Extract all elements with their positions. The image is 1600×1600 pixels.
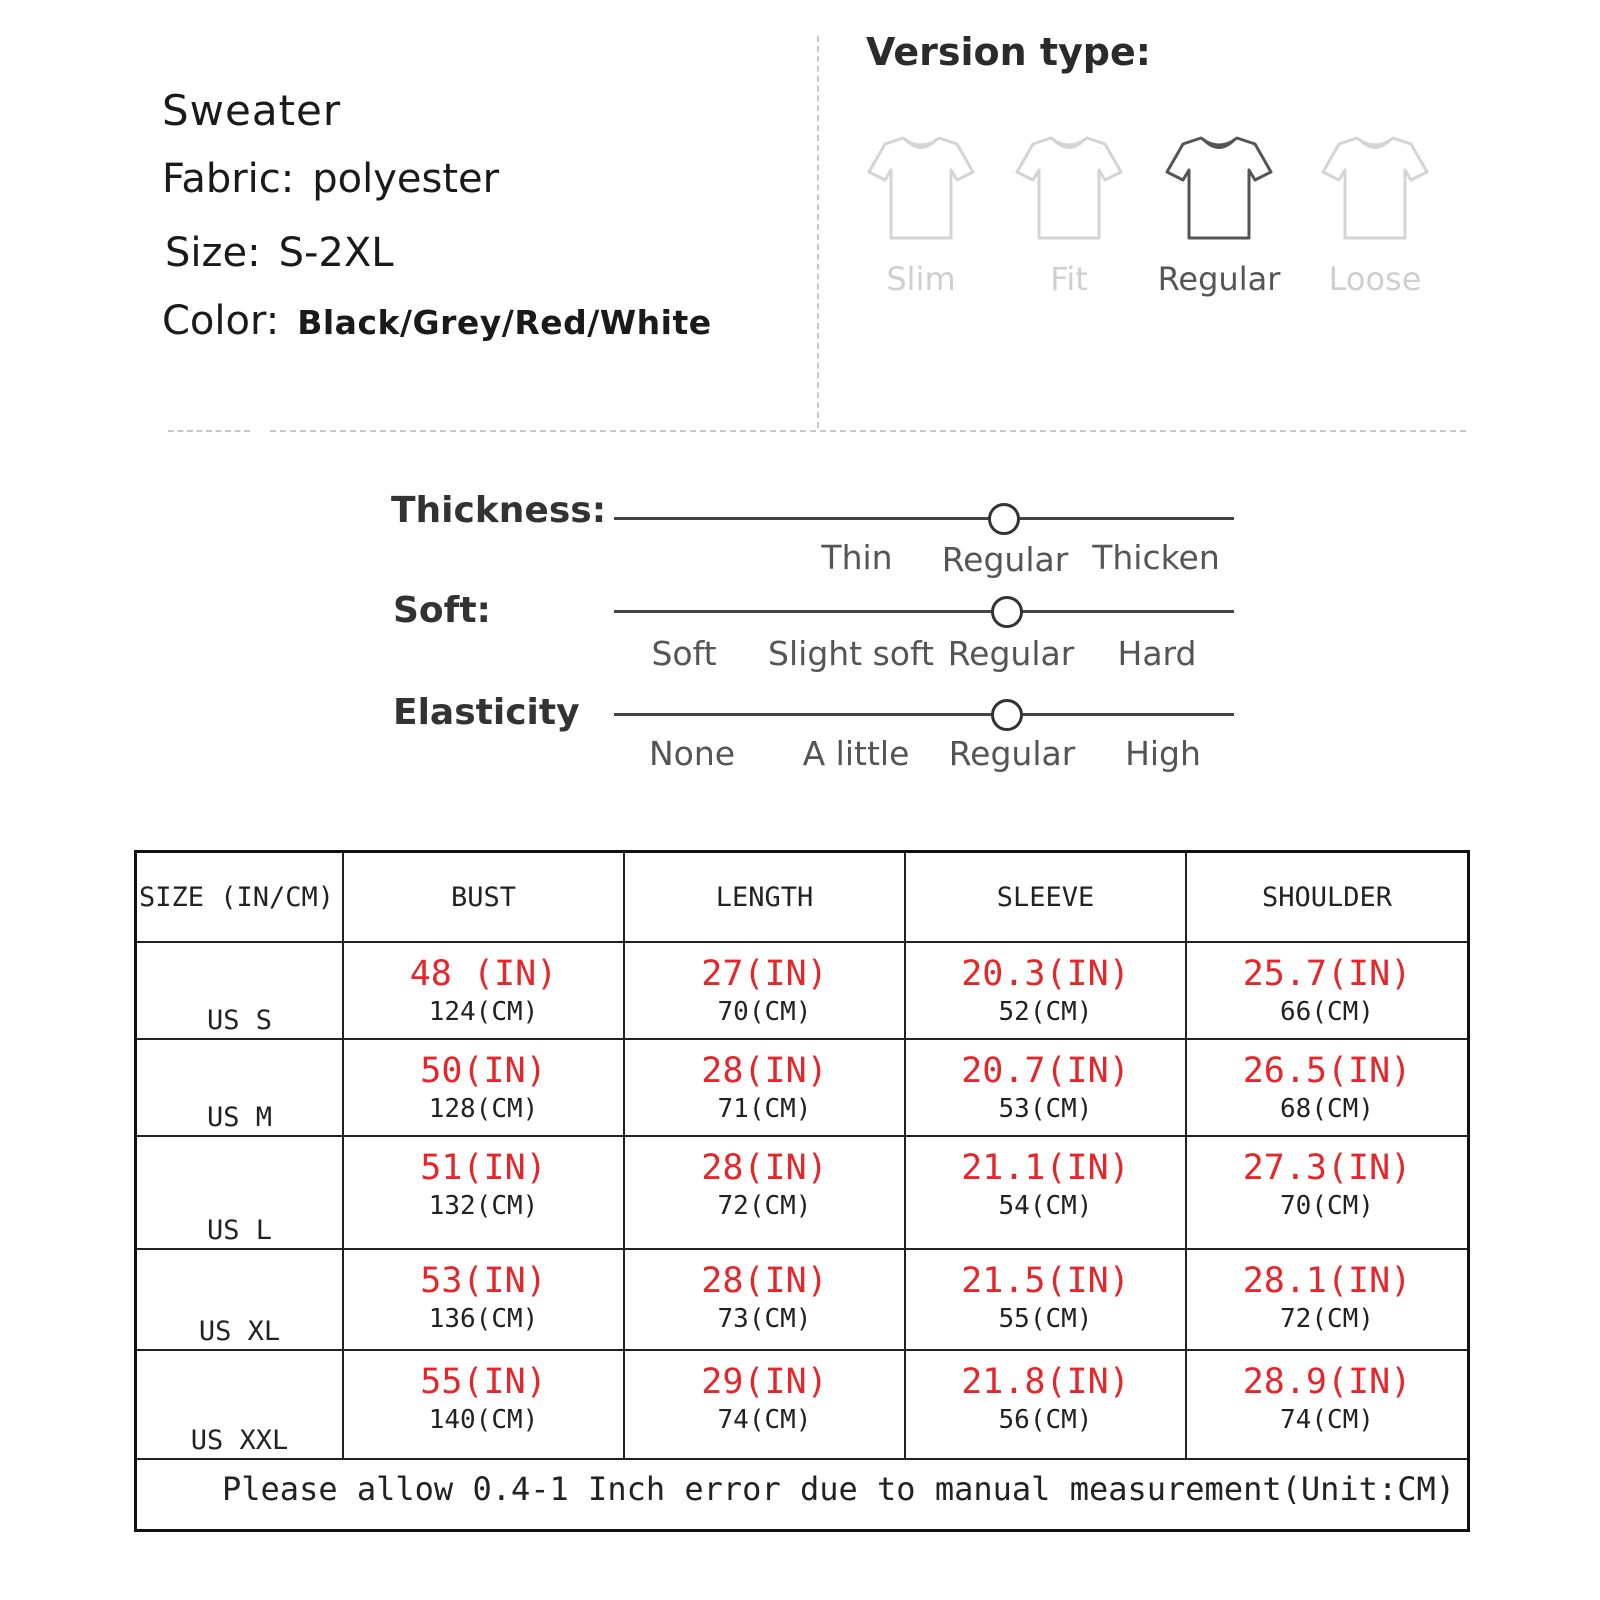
- version-type-title: Version type:: [866, 30, 1151, 74]
- version-option-label: Fit: [1050, 260, 1088, 298]
- tshirt-fit-icon: [1013, 130, 1125, 242]
- table-row: [137, 1350, 1467, 1459]
- inch-value: 20.7(IN): [961, 1051, 1130, 1091]
- horizontal-divider: [168, 430, 250, 432]
- inch-value: 28.9(IN): [1242, 1362, 1412, 1402]
- cm-value: 74(CM): [1280, 1405, 1374, 1435]
- thickness-title: Thickness:: [391, 490, 607, 531]
- spec-fabric-key: Fabric:: [162, 156, 295, 202]
- thickness-option: Regular: [941, 540, 1069, 579]
- version-option-slim: [846, 130, 996, 298]
- cm-value: 56(CM): [998, 1405, 1093, 1435]
- cm-value: 52(CM): [998, 997, 1093, 1027]
- length-cell: [624, 942, 905, 1039]
- bust-cell: [343, 1136, 624, 1249]
- thickness-marker: [988, 503, 1020, 535]
- soft-option: Regular: [947, 634, 1075, 673]
- tshirt-slim-icon: [865, 130, 977, 242]
- size-label: US L: [137, 1136, 343, 1249]
- size-label: US XXL: [137, 1350, 343, 1459]
- cm-value: 54(CM): [998, 1191, 1093, 1221]
- header-sleeve: SLEEVE: [905, 853, 1186, 942]
- cm-value: 53(CM): [998, 1094, 1093, 1124]
- inch-value: 28(IN): [701, 1051, 828, 1091]
- spec-fabric-value: polyester: [312, 156, 500, 202]
- cm-value: 72(CM): [717, 1191, 812, 1221]
- cm-value: 73(CM): [717, 1304, 812, 1334]
- table-row: [137, 942, 1467, 1039]
- cm-value: 55(CM): [998, 1304, 1093, 1334]
- tshirt-loose-icon: [1319, 130, 1431, 242]
- spec-color-key: Color:: [162, 298, 280, 344]
- soft-option: Soft: [651, 634, 717, 673]
- spec-size-key: Size:: [165, 230, 261, 276]
- table-row: [137, 1249, 1467, 1350]
- shoulder-cell: [1186, 1136, 1467, 1249]
- sleeve-cell: [905, 1136, 1186, 1249]
- elasticity-scale-line: [614, 713, 1234, 716]
- table-row: [137, 1136, 1467, 1249]
- elasticity-option: Regular: [948, 734, 1076, 773]
- cm-value: 72(CM): [1280, 1304, 1374, 1334]
- sleeve-cell: [905, 942, 1186, 1039]
- version-option-loose: [1300, 130, 1450, 298]
- cm-value: 136(CM): [428, 1304, 539, 1334]
- soft-scale-line: [614, 610, 1234, 613]
- table-row: [137, 1039, 1467, 1136]
- inch-value: 25.7(IN): [1242, 954, 1412, 994]
- cm-value: 124(CM): [428, 997, 539, 1027]
- inch-value: 51(IN): [420, 1148, 547, 1188]
- cm-value: 140(CM): [428, 1405, 539, 1435]
- spec-fabric: [162, 156, 499, 202]
- length-cell: [624, 1350, 905, 1459]
- soft-option: Hard: [1117, 634, 1197, 673]
- header-size: SIZE (IN/CM): [137, 853, 343, 942]
- version-option-label: Slim: [886, 260, 956, 298]
- size-label: US XL: [137, 1249, 343, 1350]
- bust-cell: [343, 1249, 624, 1350]
- horizontal-divider: [270, 430, 1466, 432]
- inch-value: 29(IN): [701, 1362, 828, 1402]
- header-length: LENGTH: [624, 853, 905, 942]
- vertical-divider: [817, 36, 819, 428]
- soft-title: Soft:: [393, 590, 491, 631]
- inch-value: 21.1(IN): [961, 1148, 1130, 1188]
- table-header-row: [137, 853, 1467, 942]
- shoulder-cell: [1186, 1039, 1467, 1136]
- length-cell: [624, 1249, 905, 1350]
- sleeve-cell: [905, 1350, 1186, 1459]
- inch-value: 53(IN): [420, 1261, 547, 1301]
- inch-value: 50(IN): [420, 1051, 547, 1091]
- inch-value: 28(IN): [701, 1148, 828, 1188]
- cm-value: 74(CM): [717, 1405, 812, 1435]
- shoulder-cell: [1186, 1350, 1467, 1459]
- inch-value: 26.5(IN): [1242, 1051, 1412, 1091]
- inch-value: 48 (IN): [409, 954, 558, 994]
- bust-cell: [343, 1350, 624, 1459]
- shoulder-cell: [1186, 1249, 1467, 1350]
- cm-value: 70(CM): [1280, 1191, 1374, 1221]
- thickness-option: Thin: [821, 538, 893, 577]
- inch-value: 55(IN): [420, 1362, 547, 1402]
- header-bust: BUST: [343, 853, 624, 942]
- shoulder-cell: [1186, 942, 1467, 1039]
- elasticity-marker: [991, 699, 1023, 731]
- inch-value: 28(IN): [701, 1261, 828, 1301]
- spec-size: [165, 230, 394, 276]
- bust-cell: [343, 942, 624, 1039]
- inch-value: 28.1(IN): [1242, 1261, 1412, 1301]
- spec-color: [162, 298, 712, 344]
- version-option-fit: [994, 130, 1144, 298]
- version-option-label: Loose: [1328, 260, 1422, 298]
- inch-value: 21.8(IN): [961, 1362, 1130, 1402]
- spec-size-value: S-2XL: [278, 230, 394, 276]
- cm-value: 66(CM): [1280, 997, 1374, 1027]
- elasticity-option: None: [648, 734, 736, 773]
- size-chart: [134, 850, 1470, 1532]
- soft-option: Slight soft: [768, 634, 934, 673]
- inch-value: 20.3(IN): [961, 954, 1130, 994]
- cm-value: 70(CM): [717, 997, 812, 1027]
- cm-value: 68(CM): [1280, 1094, 1374, 1124]
- soft-marker: [991, 596, 1023, 628]
- bust-cell: [343, 1039, 624, 1136]
- size-chart-table: [137, 853, 1467, 1460]
- spec-color-value: Black/Grey/Red/White: [297, 303, 712, 342]
- inch-value: 27(IN): [701, 954, 828, 994]
- size-label: US S: [137, 942, 343, 1039]
- version-option-label: Regular: [1157, 260, 1281, 298]
- measurement-note: Please allow 0.4-1 Inch error due to manual measurement(Unit:CM): [222, 1470, 1455, 1508]
- elasticity-option: High: [1125, 734, 1201, 773]
- size-label: US M: [137, 1039, 343, 1136]
- tshirt-regular-icon: [1163, 130, 1275, 242]
- cm-value: 128(CM): [428, 1094, 539, 1124]
- elasticity-title: Elasticity: [393, 692, 580, 733]
- inch-value: 27.3(IN): [1242, 1148, 1412, 1188]
- product-name: Sweater: [162, 86, 342, 135]
- sleeve-cell: [905, 1249, 1186, 1350]
- length-cell: [624, 1136, 905, 1249]
- header-shoulder: SHOULDER: [1186, 853, 1467, 942]
- inch-value: 21.5(IN): [961, 1261, 1130, 1301]
- length-cell: [624, 1039, 905, 1136]
- thickness-scale-line: [614, 517, 1234, 520]
- elasticity-option: A little: [802, 734, 910, 773]
- sleeve-cell: [905, 1039, 1186, 1136]
- cm-value: 132(CM): [428, 1191, 539, 1221]
- version-option-regular: [1144, 130, 1294, 298]
- cm-value: 71(CM): [717, 1094, 812, 1124]
- thickness-option: Thicken: [1092, 538, 1220, 577]
